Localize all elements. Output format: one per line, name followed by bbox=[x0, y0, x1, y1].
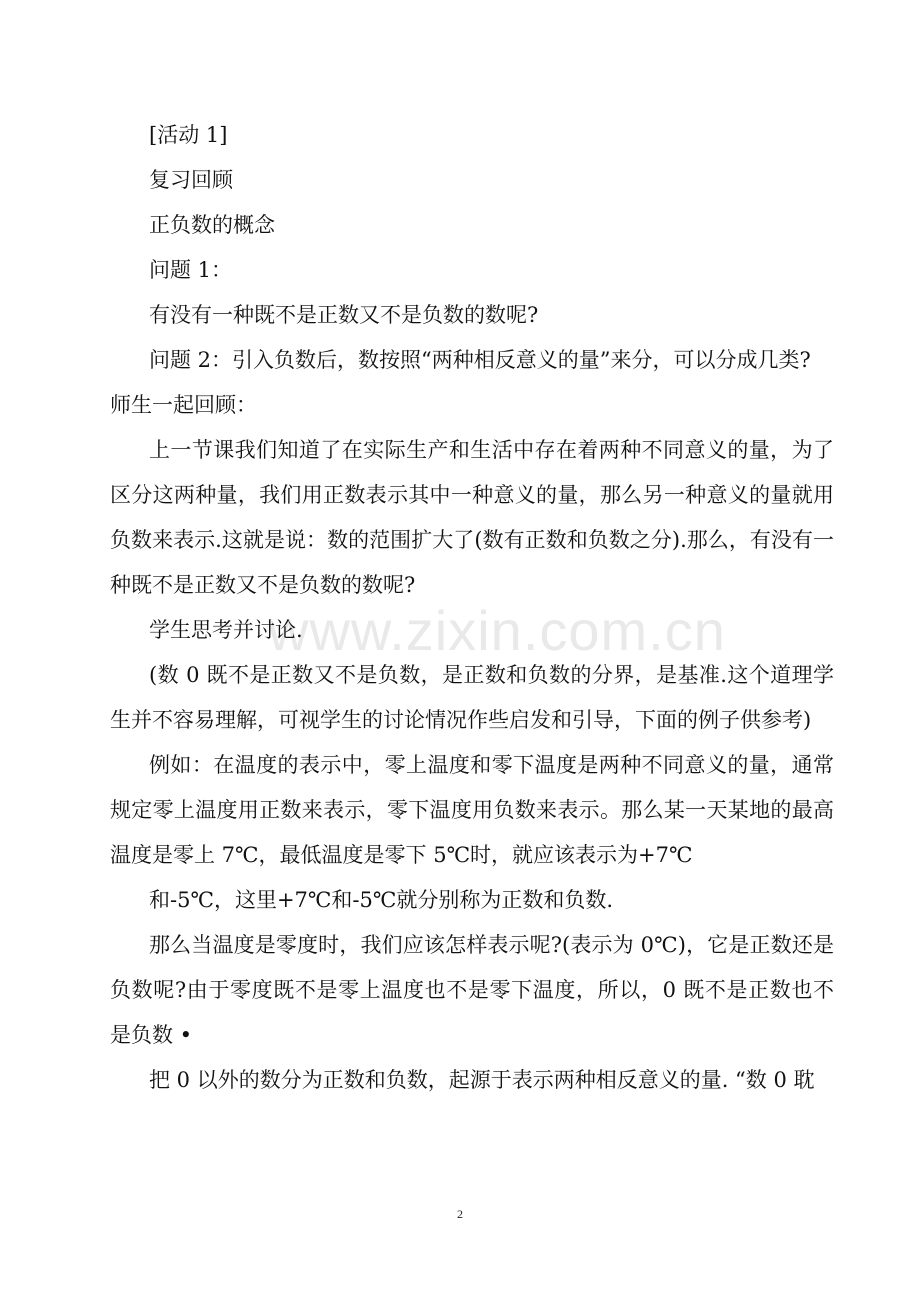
paragraph-review-intro: 师生一起回顾： bbox=[110, 393, 257, 417]
paragraph-review-heading: 复习回顾 bbox=[149, 168, 233, 192]
paragraph-question-1-text: 有没有一种既不是正数又不是负数的数呢? bbox=[149, 303, 539, 327]
paragraph-activity-heading: [活动 1] bbox=[149, 123, 228, 147]
page-number: 2 bbox=[457, 1207, 463, 1221]
paragraph-zero-note: (数 0 既不是正数又不是负数，是正数和负数的分界，是基准.这个道理学生并不容易理解，可视学生的讨论情况作些启发和引导，下面的例子供参考) bbox=[110, 663, 834, 732]
paragraph-question-1-label: 问题 1： bbox=[149, 258, 233, 282]
paragraph-concept-heading: 正负数的概念 bbox=[149, 213, 275, 237]
paragraph-student-discussion: 学生思考并讨论. bbox=[149, 618, 303, 642]
watermark: www.zixin.com.cn bbox=[268, 599, 726, 662]
paragraph-temperature-example: 例如：在温度的表示中，零上温度和零下温度是两种不同意义的量，通常规定零上温度用正数来表示，零下温度用负数来表示。那么某一天某地的最高温度是零上 7℃，最低温度是零下 5℃时，就应该表示为+7℃ bbox=[110, 753, 834, 867]
document-body bbox=[110, 113, 834, 1103]
paragraph-question-2: 问题 2：引入负数后，数按照“两种相反意义的量”来分，可以分成几类? bbox=[149, 348, 811, 372]
paragraph-temperature-values: 和-5℃，这里+7℃和-5℃就分别称为正数和负数. bbox=[149, 888, 614, 912]
paragraph-zero-degree: 那么当温度是零度时，我们应该怎样表示呢?(表示为 0℃)，它是正数还是负数呢?由于零度既不是零上温度也不是零下温度，所以，0 既不是正数也不是负数 • bbox=[110, 933, 834, 1047]
paragraph-review-body: 上一节课我们知道了在实际生产和生活中存在着两种不同意义的量，为了区分这两种量，我们用正数表示其中一种意义的量，那么另一种意义的量就用负数来表示.这就是说：数的范围扩大了(数有正数和负数之分).那么，有没有一种既不是正数又不是负数的数呢? bbox=[110, 438, 834, 597]
paragraph-zero-origin: 把 0 以外的数分为正数和负数，起源于表示两种相反意义的量. “数 0 耽 bbox=[149, 1068, 815, 1092]
